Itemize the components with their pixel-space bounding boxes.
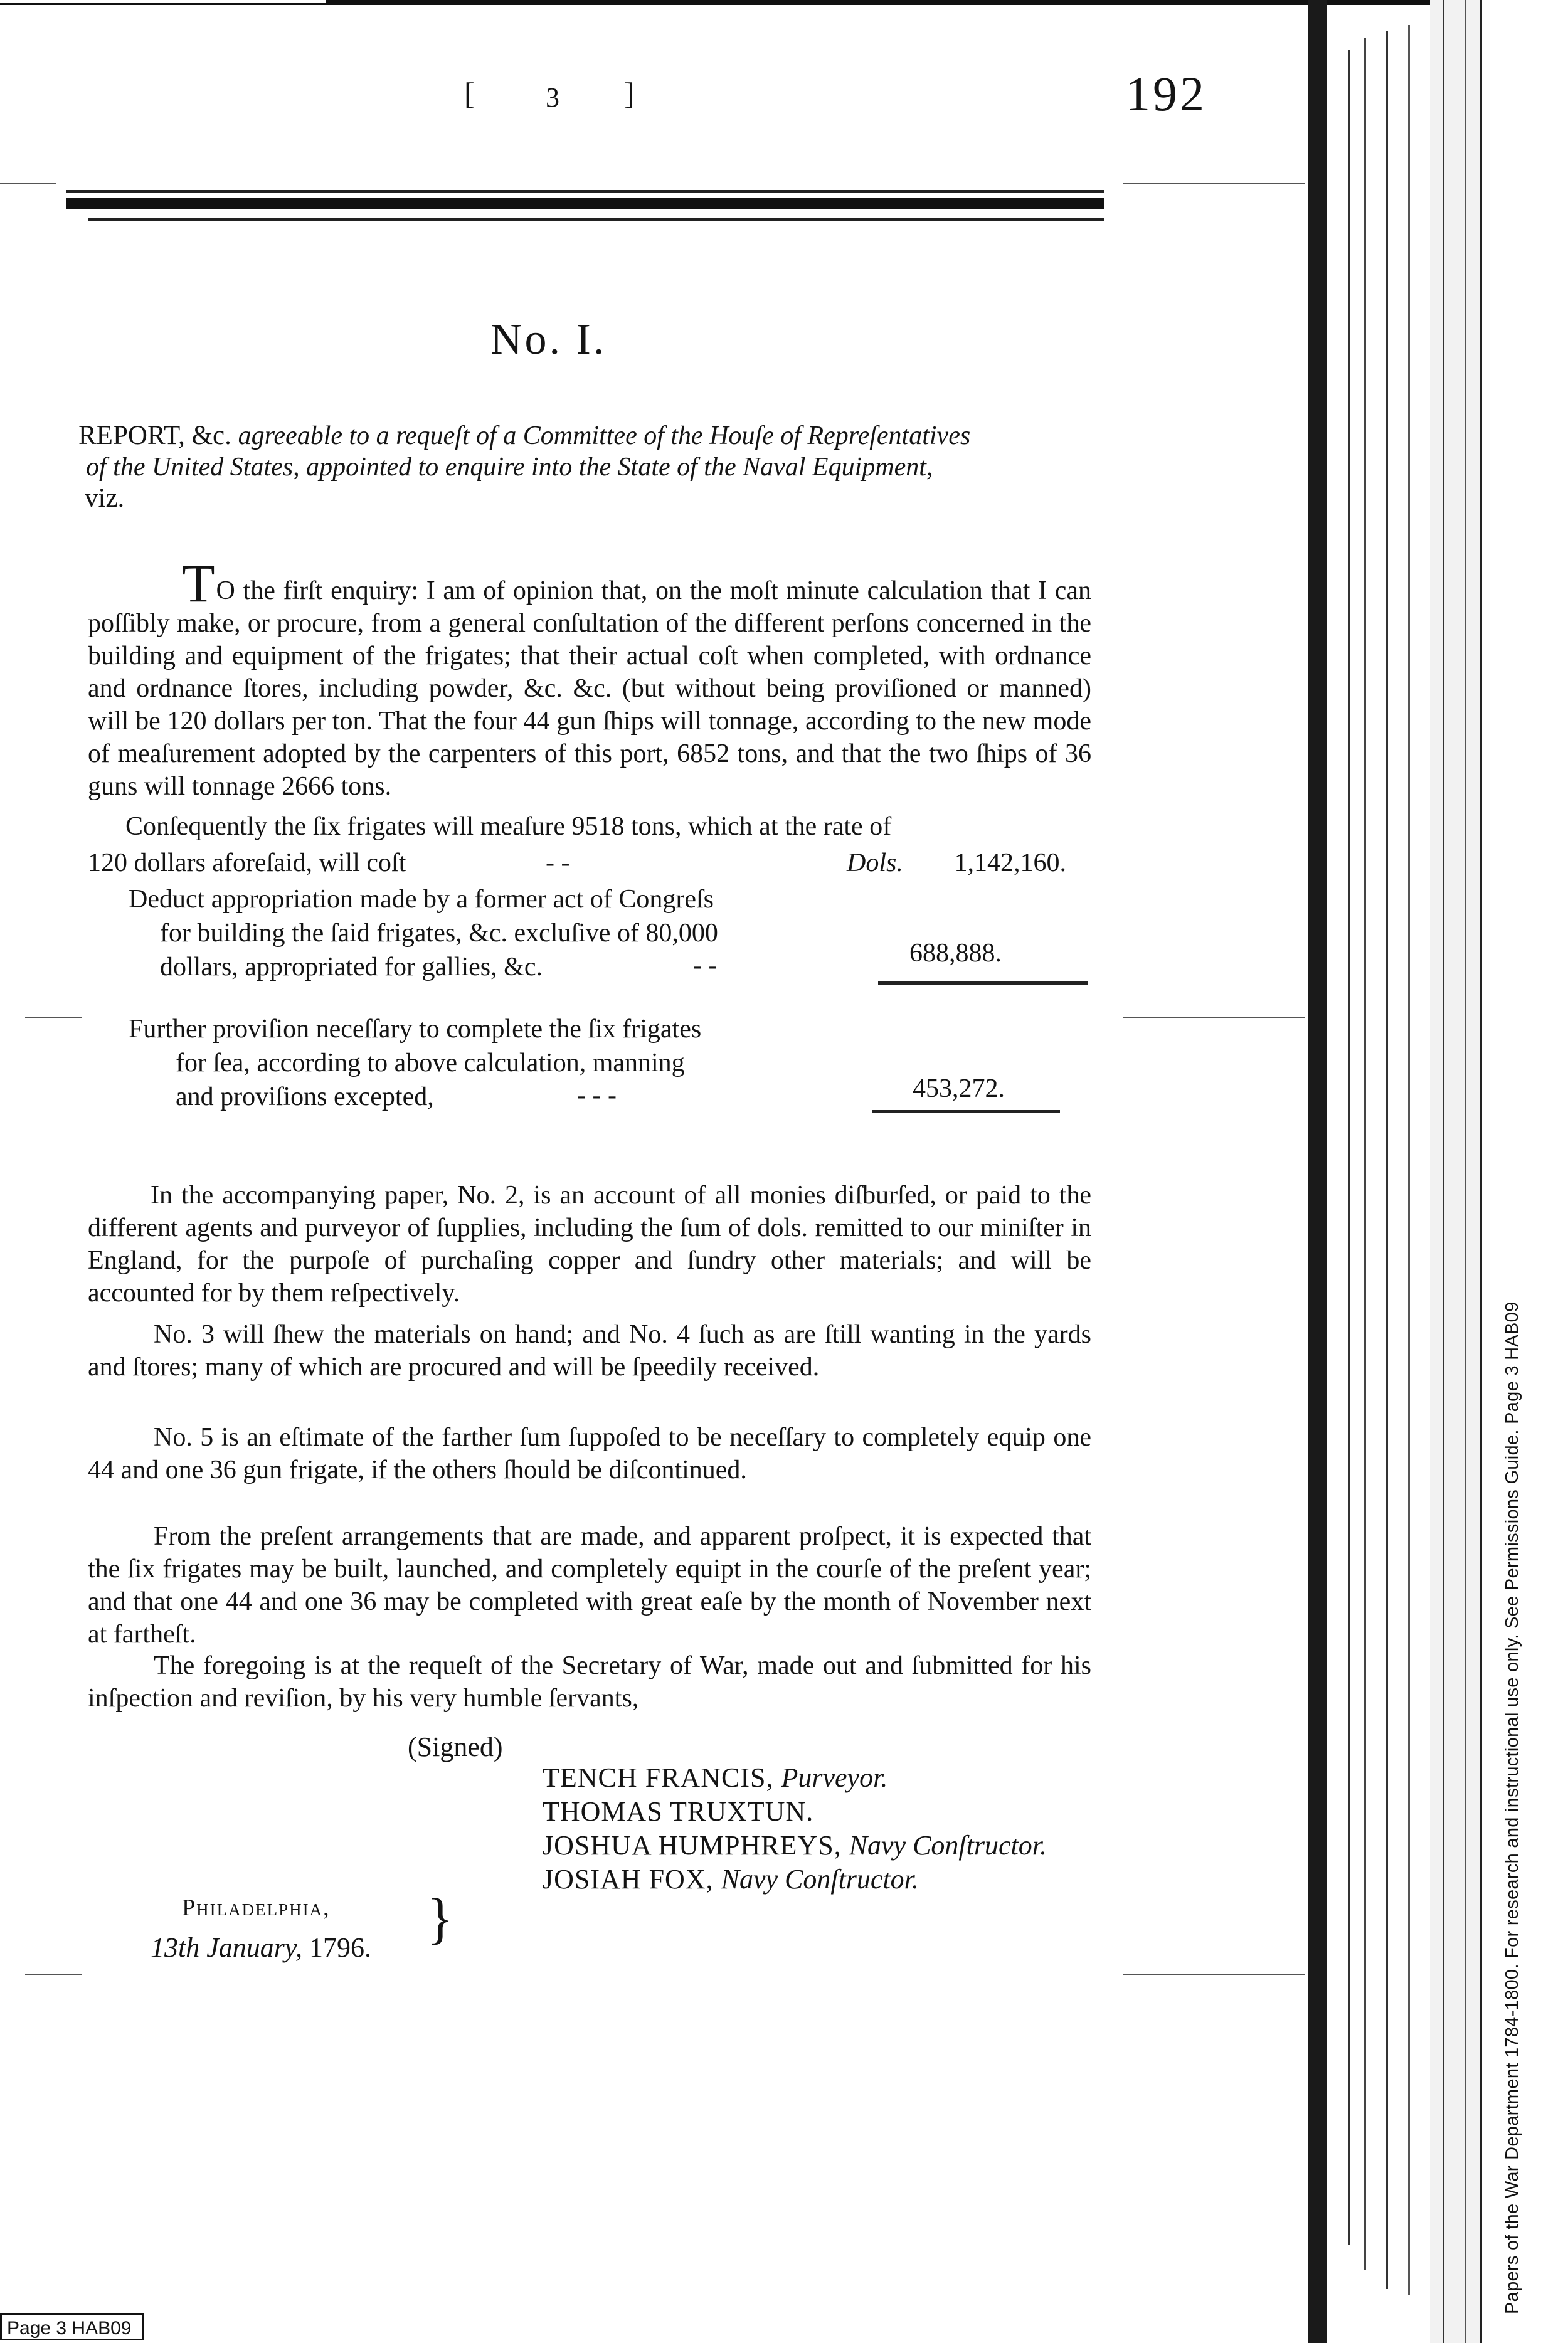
header-rule-lower (88, 218, 1104, 221)
sum-rule (872, 1110, 1060, 1113)
edge-line (1364, 38, 1366, 2270)
edge-line (1443, 0, 1444, 2343)
signature-truxtun: THOMAS TRUXTUN. (543, 1796, 814, 1827)
amount-further: 453,272. (913, 1074, 1005, 1103)
margin-mark (25, 1974, 82, 1975)
intro-italic-2: of the United States, appointed to enquire into the State of the Naval Equipment, (86, 453, 933, 482)
paragraph-accompanying: In the accompanying paper, No. 2, is an account of all monies diſburſed, or paid to the different agents and purveyor of ſupplies, including the ſum of dols. remitted to our miniſter in England, for the purpoſe of purchaſing copper and ſundry other materials; and will be accounted for by them reſpectively. (88, 1181, 1091, 1308)
signature-fox: JOSIAH FOX, Navy Conſtructor. (543, 1864, 919, 1895)
margin-mark (1123, 1974, 1305, 1975)
margin-mark (1123, 1017, 1305, 1018)
page-edges-outer (1430, 0, 1480, 2343)
intro-italic-1: agreeable to a requeſt of a Committee of the Houſe of Repreſentatives (238, 421, 971, 450)
enquiry-text: O the firſt enquiry: I am of opinion that, on the moſt minute calculation that I can poſſibly make, or procure, from a general conſultation of the different perſons concerned in the building and equipment of the frigates; that their actual coſt when completed, with ordnance and ordnance ſtores, including powder, &c. &c. (but without being proviſioned or manned) will be 120 dollars per ton. That the four 44 gun ſhips will tonnage, according to the new mode of meaſurement adopted by the carpenters of this port, 6852 tons, and that the two ſhips of 36 guns will tonnage 2666 tons. (88, 576, 1091, 801)
page-tag: Page 3 HAB09 (0, 2313, 144, 2340)
edge-line (1465, 0, 1466, 2343)
amount-total-cost: 1,142,160. (954, 849, 1066, 877)
binding-shadow (1308, 0, 1327, 2343)
page-edges (1327, 25, 1430, 2320)
signature-francis: TENCH FRANCIS, Purveyor. (543, 1762, 888, 1793)
further-line-2: for ſea, according to above calculation, manning (176, 1049, 685, 1077)
signature-humphreys: JOSHUA HUMPHREYS, Navy Conſtructor. (543, 1830, 1047, 1861)
archive-number: 192 (1126, 66, 1207, 121)
dateline-date: 13th January, 1796. (151, 1932, 371, 1963)
page-number: 3 (546, 82, 559, 113)
header-rule-thin (66, 190, 1104, 193)
enquiry-paragraph (88, 553, 1091, 803)
folio-bracket-open: [ (464, 76, 475, 111)
folio-bracket-close: ] (624, 76, 635, 111)
margin-mark (25, 1017, 82, 1018)
amount-deduct: 688,888. (909, 939, 1002, 968)
section-heading: No. I. (490, 315, 607, 364)
paragraph-foregoing: The foregoing is at the requeſt of the Secretary of War, made out and ſubmitted for his inſpection and reviſion, by his very humble ſervants, (88, 1651, 1091, 1713)
dateline-brace: } (426, 1888, 454, 1950)
deduct-line-3: dollars, appropriated for gallies, &c. (160, 953, 543, 981)
top-border-gap (0, 0, 326, 3)
further-line-3: and proviſions excepted, (176, 1082, 434, 1111)
edge-line (1408, 25, 1410, 2295)
dropcap: T (182, 553, 215, 613)
deduct-line-1: Deduct appropriation made by a former act of Congreſs (129, 885, 714, 914)
intro-tail: viz. (85, 484, 125, 513)
margin-mark (1123, 183, 1305, 184)
signed-label: (Signed) (408, 1732, 503, 1762)
further-line-1: Further proviſion neceſſary to complete the ſix frigates (129, 1015, 702, 1044)
deduct-dashes: - - (693, 951, 718, 980)
stamp-column (1480, 0, 1568, 2343)
dols-label: Dols. (847, 849, 903, 877)
report-intro (78, 420, 1088, 514)
paragraph-no3: No. 3 will ſhew the materials on hand; and No. 4 ſuch as are ſtill wanting in the yards and ſtores; many of which are procured and will be ſpeedily received. (88, 1320, 1091, 1382)
header-rule-thick (66, 198, 1104, 209)
edge-line (1348, 50, 1350, 2245)
paragraph-no5: No. 5 is an eſtimate of the farther ſum ſuppoſed to be neceſſary to completely equip one 44 and one 36 gun frigate, if the others ſhould be diſcontinued. (88, 1423, 1091, 1484)
deduct-line-2: for building the ſaid frigates, &c. excluſive of 80,000 (160, 919, 718, 948)
paragraph-prospect: From the preſent arrangements that are made, and apparent proſpect, it is expected that the ſix frigates may be built, launched, and completely equipt in the courſe of the preſent year; and that one 44 and one 36 may be completed with great eaſe by the month of November next at fartheſt. (88, 1522, 1091, 1649)
further-dashes: - - - (577, 1081, 617, 1110)
dateline-place: Philadelphia, (182, 1895, 331, 1921)
sum-rule (878, 981, 1088, 985)
permission-stamp: Papers of the War Department 1784-1800. For research and instructional use only. See Permissions Guide. Page 3 HAB09 (1502, 1301, 1522, 2314)
margin-mark (0, 183, 56, 184)
intro-lead: REPORT, &c. (78, 421, 231, 450)
edge-line (1386, 31, 1388, 2289)
